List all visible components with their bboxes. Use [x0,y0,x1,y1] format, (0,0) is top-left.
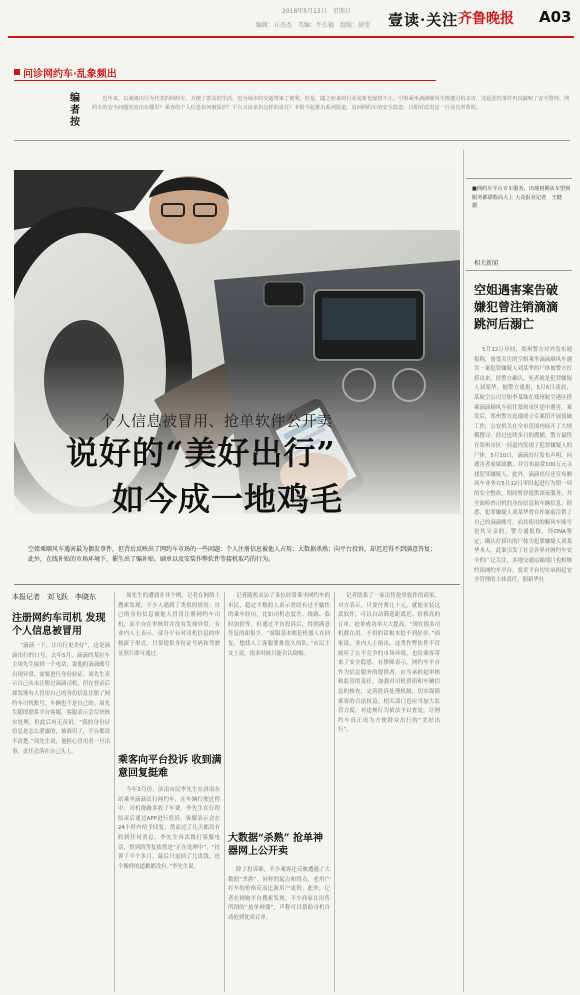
square-icon [14,69,20,75]
column-1-text: “滴滴一下，让出行更美好”，这是滴滴出行的口号。去年5月，滴滴的某位车主周先生接到一个电话，说他的滴滴账号出现异常，需要进行身份验证。周先生表示自己从未注册过滴滴司机，但在登录后却发现有人冒用自己的身份信息注册了网约车司机账号，车辆也不是自己的。周先生随即联系平台客服，客服表示会尽快核实处理，但此后再无音讯。“我的身份证信息是怎么泄露的，被谁用了，平台都说不清楚。”周先生说，他担心冒用者一旦出事，责任会落在自己头上。 [12,643,110,755]
section-label-text: 问诊网约车·乱象频出 [23,68,117,80]
section-rule [14,80,436,81]
column-divider [224,592,225,992]
column-divider [334,592,335,992]
section-3-heading: 大数据“杀熟” 抢单神器网上公开卖 [228,833,323,857]
column-divider [114,592,115,992]
column-2-text-b: 今年3月份，济南市民李先生在济南东站乘坐滴滴出行网约车，在车辆行驶过程中，司机绕路多收了车费。李先生在行程结束后通过APP进行投诉，客服表示会在24小时内给予回复，然而过了几天都没有收到任何消息。李先生再次拨打客服电话，得到的答复依然是“正在处理中”。“投诉了半个多月，最后只退回了几块钱，连个像样的道歉都没有。”李先生说。 [118,787,220,870]
paper-logo: 齐鲁晚报 [458,11,514,27]
masthead-rule [8,36,574,38]
issue-date: 2018年5月13日 星期日 [282,8,351,15]
editor-note-text: 近年来，以滴滴出行为代表的网约车，方便了群众的生活，也为城市的交通带来了便利。但是，随之而来的行业乱象也屡禁不止。空姐乘坐滴滴顺风车惨遭司机杀害，这起恶性事件再次敲响了安全警钟。网约车的安全问题究竟出在哪里？乘客的个人信息如何被保护？平台又该承担怎样的责任？本报今起推出系列报道，追问网约车的安全隐患，以期对改进这一行业有所帮助。 [92,96,570,112]
sidebar-divider [463,150,464,992]
headline-dek: 空姐乘顺风车遇害最为偶发事件，但背后反映出了网约车市场的一些问题：个人注册信息被他人占用；大数据杀熟；向平台投诉，却迟迟得不到满意答复；此外，在线补贴的市场环境下，催生出了骗补贴、刷单以及安装作弊软件等接机取巧的行为。 [28,546,437,563]
editor-note-mark: 编者按 [70,93,80,128]
column-4-text: 记者联系了一家出售抢单软件的商家，对方表示，只要付费几十元，就能安装这款软件，可以自动筛选距离近、价格高的订单，抢单成功率大大提高。“现在很多司机都在用，不用的话根本抢不到好单。”商家说。业内人士指出，这类作弊软件不仅破坏了公平竞争的市场环境，也给乘客带来了安全隐患。有律师表示，网约车平台作为信息服务的提供者，应当承担起审核和监管的责任，加强对司机资质和车辆信息的核查，完善投诉处理机制，切实保障乘客的合法权益。相关部门也应当加大监管力度，对违规行为依法予以查处，让网约车真正成为方便群众出行的“美好出行”。 [338,593,440,734]
section-label [14,66,117,78]
editor-credits: 编辑：丘杰杰 美编：牛长德 组版：徐莹 [256,22,371,29]
photo-caption: ■网约车平台专车服务，出现初期从车型到服务都堪称高大上 大众报业记者 王健 摄 [472,186,571,210]
column-title: 壹读·关注 [388,11,459,29]
section-1-heading: 注册网约车司机 发现个人信息被冒用 [12,613,106,637]
masthead [0,0,580,40]
column-3-text-b: 除了投诉难，不少乘客还反映遭遇了大数据“杀熟”。同样的起点和终点，老用户打车的价格反而比新用户更贵。此外，记者在网购平台搜索发现，不少商家在出售所谓的“抢单神器”，声称可以帮助司机自动抢到优质订单。 [228,867,330,921]
subheadline: 个人信息被冒用、抢单软件公开卖 [100,412,333,430]
byline: 本报记者 刘飞跃 李晓东 [12,593,96,601]
related-news-headline: 空姐遇害案告破 嫌犯曾注销滴滴 跳河后溺亡 [474,283,559,331]
column-2-text-a: 周先生的遭遇并非个例。记者在网络上搜索发现，不少人遇到了类似的情况：自己的身份信息被他人冒用注册网约车司机，而平台在审核时并没有发现异常。有业内人士表示，部分平台对司机信息的审核流于形式，只要提供身份证号码和驾驶证照片即可通过。 [118,593,220,657]
related-news-text: 5月12日早间，郑州警方对外发布通报称，备受关注的空姐乘坐滴滴顺风车遇害一案犯罪嫌疑人刘某华的尸体被警方打捞出来，经警方确认，死者就是犯罪嫌疑人刘某华。据警方通报，5月6日凌晨，某航空公司空姐李某珠在郑州航空港区搭乘滴滴顺风车前往郑州市区途中遇害。案发后，郑州警方迅速成立专案组开展侦破工作，公安机关在全市范围内展开了大规模搜寻。经过连续多日的搜捕，警方最终在郑州市区一河道内发现了犯罪嫌疑人的尸体。5月10日，滴滴出行发布声明，向遇害者家属致歉，并宣布悬赏100万元寻找犯罪嫌疑人。此外，滴滴出行还宣布顺风车业务自5月12日零时起进行为期一周的安全整改，期间暂停提供深夜服务，并全面检查司机的身份信息和车辆信息。据悉，犯罪嫌疑人刘某华曾在作案前注销了自己的滴滴账号，而其使用的顺风车账号是其父亲的。警方通报称，经DNA鉴定，确认打捞出的尸体为犯罪嫌疑人刘某华本人。此案引发了社会各界对网约车安全的广泛关注，多地交通运输部门也相继约谈网约车平台，要求平台切实承担起安全管理的主体责任。据新华社 [474,347,572,584]
related-news-label: 相关新闻 [474,260,499,267]
editor-note-rule [14,140,570,141]
dek-rule [14,584,460,585]
page-number: A03 [539,8,572,26]
caption-rule [466,178,572,179]
section-2-heading: 乘客向平台投诉 收到满意回复挺难 [118,755,222,779]
related-news-rule [466,270,572,271]
headline-line-1: 说好的“美好出行” [66,434,336,472]
headline-line-2: 如今成一地鸡毛 [112,480,344,518]
column-3-text-a: 记者随机采访了多位经常乘坐网约车的市民，超过半数的人表示曾经有过不愉快的乘车经历，比如司机态度差、绕路、临时加价等，但通过平台投诉后，得到满意答复的却很少。“客服基本都是机器人在回复，想找人工客服要排很久的队。”市民王女士说，很多时候只能自认倒霉。 [228,593,330,657]
